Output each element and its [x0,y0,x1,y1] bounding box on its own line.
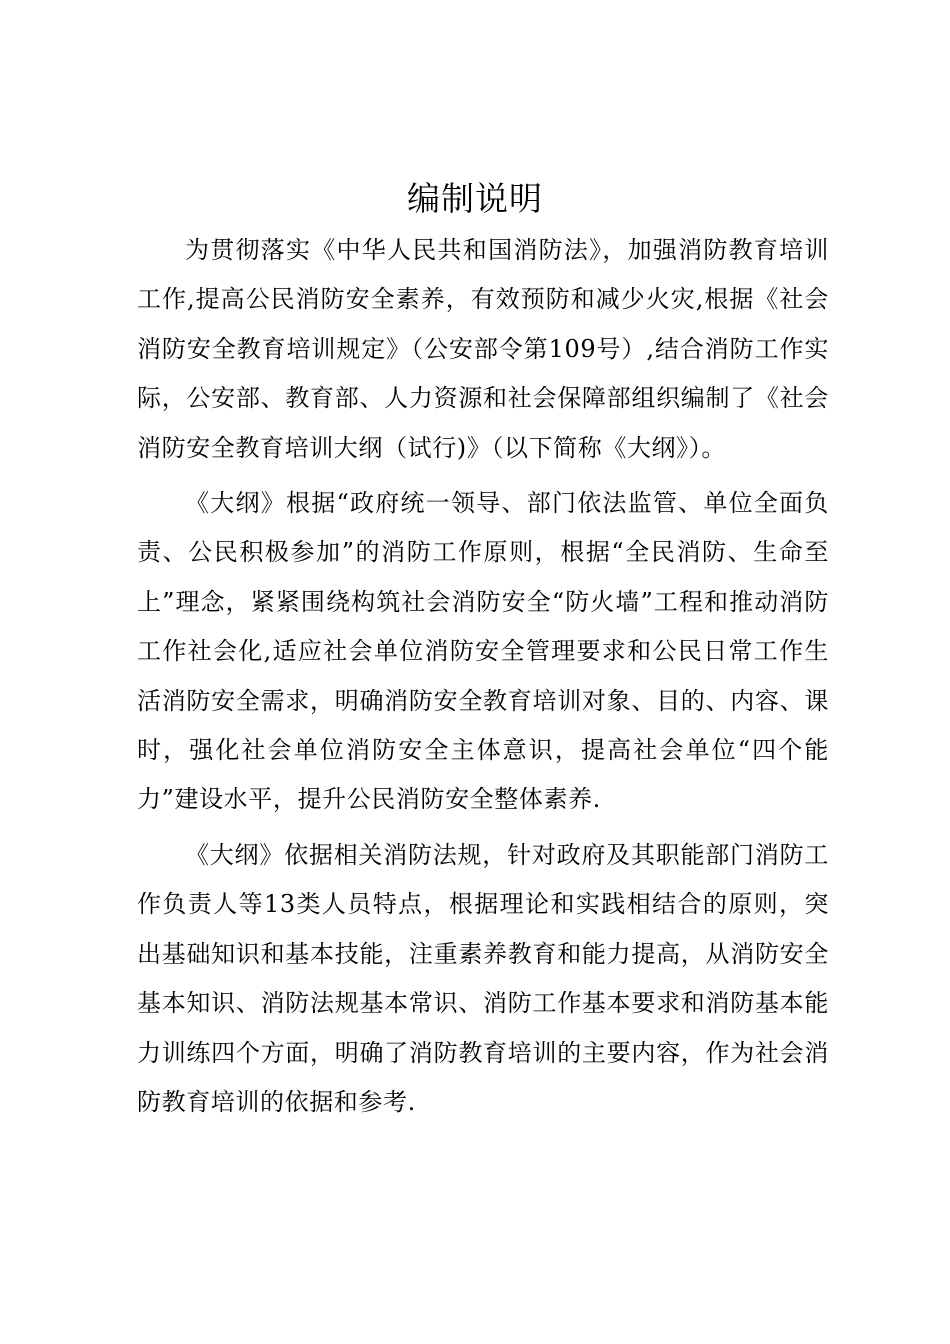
document-body [137,226,829,1133]
paragraph-3: 《大纲》依据相关消防法规，针对政府及其职能部门消防工作负责人等13类人员特点，根据理论和实践相结合的原则，突出基础知识和基本技能，注重素养教育和能力提高，从消防安全基本知识、消防法规基本常识、消防工作基本要求和消防基本能力训练四个方面，明确了消防教育培训的主要内容，作为社会消防教育培训的依据和参考. [137,840,829,1116]
document-title: 编制说明 [407,179,543,218]
paragraph-2: 《大纲》根据“政府统一领导、部门依法监管、单位全面负责、公民积极参加”的消防工作原则，根据“全民消防、生命至上”理念，紧紧围绕构筑社会消防安全“防火墙”工程和推动消防工作社会化,适应社会单位消防安全管理要求和公民日常工作生活消防安全需求，明确消防安全教育培训对象、目的、内容、课时，强化社会单位消防安全主体意识，提高社会单位“四个能力”建设水平，提升公民消防安全整体素养. [137,489,829,814]
paragraph-1: 为贯彻落实《中华人民共和国消防法》，加强消防教育培训工作,提高公民消防安全素养，有效预防和减少火灾,根据《社会消防安全教育培训规定》（公安部令第109号）,结合消防工作实际，公安部、教育部、人力资源和社会保障部组织编制了《社会消防安全教育培训大纲（试行)》（以下简称《大纲》）。 [137,236,829,462]
